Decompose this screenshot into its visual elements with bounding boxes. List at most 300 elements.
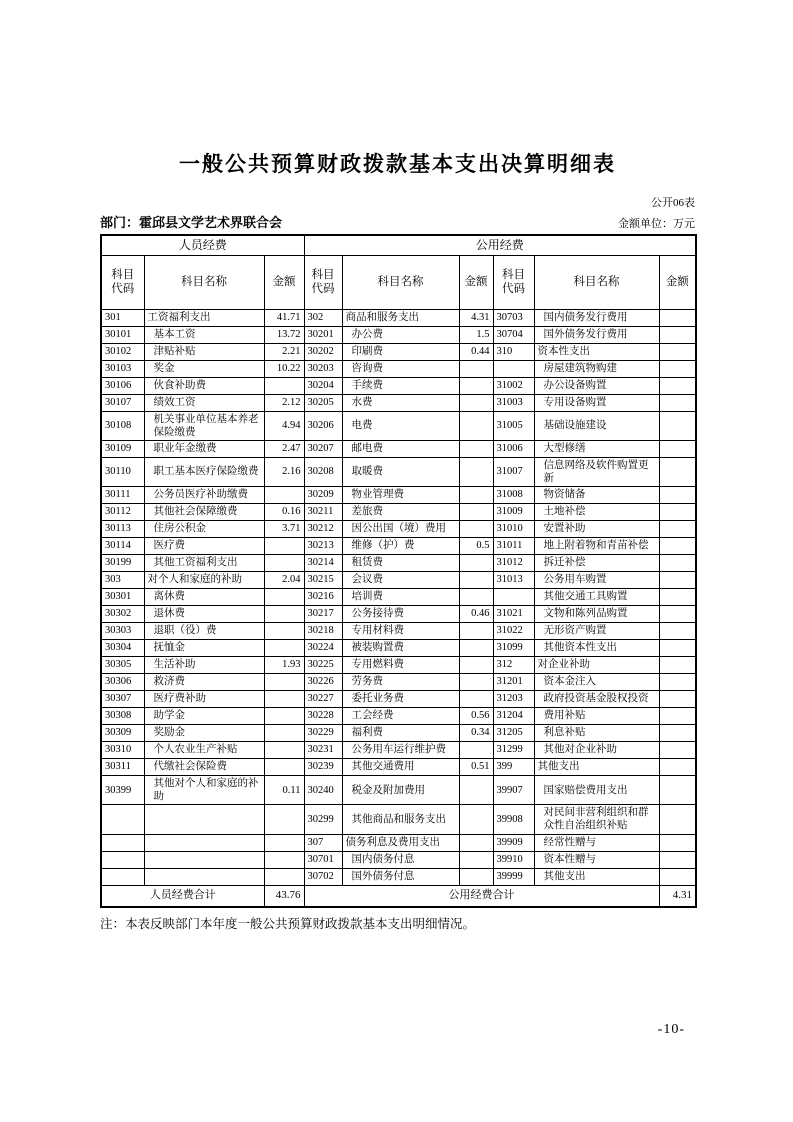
amount-cell	[659, 457, 696, 486]
subject-name-cell: 国内债务发行费用	[534, 309, 659, 326]
amount-cell	[659, 742, 696, 759]
amount-cell	[659, 572, 696, 589]
subject-name-cell	[144, 868, 264, 885]
amount-cell	[459, 521, 493, 538]
subject-code-cell: 30206	[304, 411, 342, 440]
amount-cell	[459, 776, 493, 805]
subject-code-cell: 30205	[304, 394, 342, 411]
table-row	[101, 834, 696, 851]
column-header: 金额	[264, 255, 304, 309]
subject-code-cell: 30202	[304, 343, 342, 360]
subject-name-cell: 助学金	[144, 708, 264, 725]
subject-name-cell: 费用补贴	[534, 708, 659, 725]
subject-code-cell: 30201	[304, 326, 342, 343]
amount-cell	[659, 691, 696, 708]
column-header-row	[101, 255, 696, 309]
subject-code-cell: 30214	[304, 555, 342, 572]
amount-cell	[459, 394, 493, 411]
subject-code-cell: 30209	[304, 487, 342, 504]
amount-cell	[659, 674, 696, 691]
subject-code-cell: 30112	[101, 504, 144, 521]
column-header: 科目代码	[493, 255, 534, 309]
subject-name-cell: 个人农业生产补贴	[144, 742, 264, 759]
amount-cell	[459, 572, 493, 589]
subject-code-cell	[101, 868, 144, 885]
subject-name-cell: 租赁费	[342, 555, 459, 572]
amount-cell	[659, 657, 696, 674]
subject-code-cell: 310	[493, 343, 534, 360]
subject-code-cell	[493, 589, 534, 606]
amount-cell: 0.34	[459, 725, 493, 742]
amount-cell	[264, 538, 304, 555]
subject-code-cell: 30211	[304, 504, 342, 521]
amount-cell	[264, 623, 304, 640]
public-total-amount: 4.31	[659, 885, 696, 907]
subject-name-cell: 因公出国（境）费用	[342, 521, 459, 538]
subject-code-cell: 30113	[101, 521, 144, 538]
subject-name-cell: 安置补助	[534, 521, 659, 538]
amount-cell: 1.5	[459, 326, 493, 343]
subject-code-cell: 31012	[493, 555, 534, 572]
table-row	[101, 868, 696, 885]
subject-name-cell: 福利费	[342, 725, 459, 742]
amount-cell	[659, 725, 696, 742]
subject-name-cell: 其他工资福利支出	[144, 555, 264, 572]
amount-cell: 3.71	[264, 521, 304, 538]
amount-cell	[264, 377, 304, 394]
subject-code-cell: 30231	[304, 742, 342, 759]
amount-cell	[659, 326, 696, 343]
subject-code-cell: 30302	[101, 606, 144, 623]
subject-name-cell: 奖励金	[144, 725, 264, 742]
amount-cell	[659, 623, 696, 640]
subject-code-cell: 31021	[493, 606, 534, 623]
subject-code-cell: 30307	[101, 691, 144, 708]
subject-name-cell: 工会经费	[342, 708, 459, 725]
subject-name-cell: 专用设备购置	[534, 394, 659, 411]
amount-cell	[264, 691, 304, 708]
subject-code-cell: 30306	[101, 674, 144, 691]
subject-name-cell: 抚恤金	[144, 640, 264, 657]
subject-name-cell: 专用燃料费	[342, 657, 459, 674]
table-row	[101, 487, 696, 504]
public-total-label: 公用经费合计	[304, 885, 659, 907]
subject-name-cell: 其他支出	[534, 759, 659, 776]
subject-name-cell: 国外债务付息	[342, 868, 459, 885]
table-row	[101, 776, 696, 805]
table-row	[101, 538, 696, 555]
subject-code-cell: 30102	[101, 343, 144, 360]
subject-code-cell	[101, 851, 144, 868]
amount-cell	[459, 623, 493, 640]
subject-name-cell: 机关事业单位基本养老保险缴费	[144, 411, 264, 440]
amount-cell	[659, 851, 696, 868]
subject-code-cell: 30108	[101, 411, 144, 440]
subject-code-cell: 31007	[493, 457, 534, 486]
amount-cell	[659, 606, 696, 623]
subject-code-cell: 39908	[493, 805, 534, 834]
subject-name-cell: 办公费	[342, 326, 459, 343]
amount-cell	[264, 851, 304, 868]
table-row	[101, 521, 696, 538]
subject-code-cell: 30204	[304, 377, 342, 394]
subject-name-cell: 津贴补贴	[144, 343, 264, 360]
subject-name-cell: 医疗费补助	[144, 691, 264, 708]
amount-cell	[264, 759, 304, 776]
subject-name-cell: 其他商品和服务支出	[342, 805, 459, 834]
budget-table	[100, 234, 697, 908]
subject-name-cell: 文物和陈列品购置	[534, 606, 659, 623]
table-row	[101, 725, 696, 742]
subject-name-cell: 利息补贴	[534, 725, 659, 742]
table-row	[101, 440, 696, 457]
subject-name-cell: 国外债务发行费用	[534, 326, 659, 343]
subject-name-cell: 大型修缮	[534, 440, 659, 457]
subject-name-cell: 差旅费	[342, 504, 459, 521]
subject-name-cell: 培训费	[342, 589, 459, 606]
subject-name-cell: 税金及附加费用	[342, 776, 459, 805]
subject-code-cell: 30399	[101, 776, 144, 805]
subject-code-cell: 31299	[493, 742, 534, 759]
amount-cell	[264, 725, 304, 742]
subject-name-cell: 地上附着物和青苗补偿	[534, 538, 659, 555]
amount-cell	[459, 674, 493, 691]
subject-name-cell: 职业年金缴费	[144, 440, 264, 457]
subject-code-cell: 30208	[304, 457, 342, 486]
subject-code-cell: 307	[304, 834, 342, 851]
subject-code-cell: 31205	[493, 725, 534, 742]
subject-code-cell: 30308	[101, 708, 144, 725]
amount-cell: 2.04	[264, 572, 304, 589]
table-row	[101, 657, 696, 674]
subject-code-cell: 31002	[493, 377, 534, 394]
subject-code-cell: 301	[101, 309, 144, 326]
amount-cell	[264, 555, 304, 572]
subject-code-cell: 303	[101, 572, 144, 589]
subject-name-cell	[144, 834, 264, 851]
subject-code-cell: 30301	[101, 589, 144, 606]
amount-cell: 10.22	[264, 360, 304, 377]
amount-cell	[459, 440, 493, 457]
amount-cell	[264, 487, 304, 504]
amount-cell: 41.71	[264, 309, 304, 326]
amount-cell	[659, 640, 696, 657]
amount-cell: 0.51	[459, 759, 493, 776]
subject-code-cell: 30226	[304, 674, 342, 691]
amount-cell	[659, 521, 696, 538]
group-header-public: 公用经费	[304, 235, 696, 255]
table-row	[101, 411, 696, 440]
amount-cell	[459, 457, 493, 486]
subject-code-cell: 30111	[101, 487, 144, 504]
subject-name-cell: 资本性支出	[534, 343, 659, 360]
subject-name-cell: 维修（护）费	[342, 538, 459, 555]
subject-code-cell: 31013	[493, 572, 534, 589]
subject-code-cell: 30199	[101, 555, 144, 572]
subject-name-cell: 债务利息及费用支出	[342, 834, 459, 851]
subject-code-cell: 31003	[493, 394, 534, 411]
subject-name-cell	[144, 851, 264, 868]
subject-name-cell: 信息网络及软件购置更新	[534, 457, 659, 486]
subject-code-cell: 30310	[101, 742, 144, 759]
subject-code-cell: 30225	[304, 657, 342, 674]
subject-name-cell: 公务用车运行维护费	[342, 742, 459, 759]
subject-name-cell: 国内债务付息	[342, 851, 459, 868]
subject-code-cell: 31022	[493, 623, 534, 640]
subject-code-cell: 30304	[101, 640, 144, 657]
subject-name-cell: 退职（役）费	[144, 623, 264, 640]
subject-name-cell: 其他对个人和家庭的补助	[144, 776, 264, 805]
subject-name-cell: 物资储备	[534, 487, 659, 504]
table-row	[101, 640, 696, 657]
subject-name-cell: 代缴社会保险费	[144, 759, 264, 776]
subject-code-cell: 30218	[304, 623, 342, 640]
table-row	[101, 674, 696, 691]
subject-name-cell: 资本金注入	[534, 674, 659, 691]
amount-cell	[459, 411, 493, 440]
subject-name-cell: 奖金	[144, 360, 264, 377]
subject-name-cell: 印刷费	[342, 343, 459, 360]
column-header: 科目名称	[144, 255, 264, 309]
subject-code-cell: 30240	[304, 776, 342, 805]
subject-code-cell: 30227	[304, 691, 342, 708]
amount-cell	[659, 834, 696, 851]
subject-name-cell: 专用材料费	[342, 623, 459, 640]
subject-name-cell: 委托业务费	[342, 691, 459, 708]
subject-name-cell: 离休费	[144, 589, 264, 606]
amount-cell: 0.44	[459, 343, 493, 360]
amount-cell: 4.94	[264, 411, 304, 440]
table-row	[101, 805, 696, 834]
department-name: 霍邱县文学艺术界联合会	[139, 215, 283, 230]
subject-name-cell: 公务接待费	[342, 606, 459, 623]
subject-name-cell: 经常性赠与	[534, 834, 659, 851]
subject-name-cell: 其他交通工具购置	[534, 589, 659, 606]
table-row	[101, 851, 696, 868]
personnel-total-amount: 43.76	[264, 885, 304, 907]
amount-cell	[264, 674, 304, 691]
amount-cell	[659, 343, 696, 360]
amount-cell	[264, 640, 304, 657]
amount-cell	[264, 805, 304, 834]
subject-code-cell: 30101	[101, 326, 144, 343]
amount-cell	[459, 360, 493, 377]
amount-cell	[459, 640, 493, 657]
subject-name-cell: 国家赔偿费用支出	[534, 776, 659, 805]
subject-name-cell: 其他社会保障缴费	[144, 504, 264, 521]
subject-name-cell: 救济费	[144, 674, 264, 691]
amount-cell	[659, 589, 696, 606]
subject-code-cell: 31099	[493, 640, 534, 657]
subject-name-cell: 医疗费	[144, 538, 264, 555]
subject-name-cell: 对个人和家庭的补助	[144, 572, 264, 589]
amount-cell	[659, 309, 696, 326]
subject-code-cell: 30309	[101, 725, 144, 742]
subject-name-cell: 土地补偿	[534, 504, 659, 521]
subject-code-cell: 39909	[493, 834, 534, 851]
amount-cell	[264, 708, 304, 725]
amount-cell	[459, 834, 493, 851]
subject-name-cell: 其他支出	[534, 868, 659, 885]
subject-code-cell: 30203	[304, 360, 342, 377]
subject-name-cell	[144, 805, 264, 834]
subject-code-cell: 30305	[101, 657, 144, 674]
amount-cell: 13.72	[264, 326, 304, 343]
amount-cell: 0.56	[459, 708, 493, 725]
amount-cell: 1.93	[264, 657, 304, 674]
amount-cell	[659, 504, 696, 521]
subject-name-cell: 工资福利支出	[144, 309, 264, 326]
amount-cell	[659, 394, 696, 411]
personnel-total-label: 人员经费合计	[101, 885, 264, 907]
amount-cell: 0.46	[459, 606, 493, 623]
subject-code-cell: 30224	[304, 640, 342, 657]
subject-name-cell: 生活补助	[144, 657, 264, 674]
column-header: 金额	[459, 255, 493, 309]
subject-name-cell: 会议费	[342, 572, 459, 589]
amount-cell	[659, 411, 696, 440]
amount-cell: 4.31	[459, 309, 493, 326]
subject-name-cell: 房屋建筑物购建	[534, 360, 659, 377]
subject-code-cell: 39910	[493, 851, 534, 868]
amount-cell	[264, 868, 304, 885]
page-number: -10-	[657, 1022, 685, 1037]
amount-cell: 0.16	[264, 504, 304, 521]
unit-label: 金额单位：万元	[618, 218, 695, 230]
subject-name-cell: 咨询费	[342, 360, 459, 377]
subject-code-cell: 31009	[493, 504, 534, 521]
table-row	[101, 555, 696, 572]
table-row	[101, 504, 696, 521]
subject-name-cell: 对民间非营利组织和群众性自治组织补贴	[534, 805, 659, 834]
column-header: 科目代码	[101, 255, 144, 309]
subject-name-cell: 办公设备购置	[534, 377, 659, 394]
table-row	[101, 572, 696, 589]
amount-cell	[459, 868, 493, 885]
table-row	[101, 606, 696, 623]
subject-code-cell: 30107	[101, 394, 144, 411]
subject-code-cell	[101, 805, 144, 834]
amount-cell: 0.11	[264, 776, 304, 805]
subject-name-cell: 资本性赠与	[534, 851, 659, 868]
subject-code-cell: 39999	[493, 868, 534, 885]
subject-code-cell: 30299	[304, 805, 342, 834]
subject-code-cell: 30207	[304, 440, 342, 457]
subject-code-cell: 31006	[493, 440, 534, 457]
subject-name-cell: 其他交通费用	[342, 759, 459, 776]
amount-cell: 2.12	[264, 394, 304, 411]
subject-code-cell	[493, 360, 534, 377]
amount-cell	[659, 868, 696, 885]
subject-name-cell: 物业管理费	[342, 487, 459, 504]
column-header: 科目名称	[342, 255, 459, 309]
amount-cell	[659, 377, 696, 394]
subject-name-cell: 住房公积金	[144, 521, 264, 538]
subject-code-cell: 30703	[493, 309, 534, 326]
subject-code-cell: 31011	[493, 538, 534, 555]
subject-name-cell: 公务员医疗补助缴费	[144, 487, 264, 504]
table-row	[101, 708, 696, 725]
amount-cell	[659, 360, 696, 377]
amount-cell: 0.5	[459, 538, 493, 555]
subject-code-cell: 312	[493, 657, 534, 674]
group-header-personnel: 人员经费	[101, 235, 304, 255]
amount-cell	[659, 440, 696, 457]
table-row	[101, 394, 696, 411]
amount-cell	[459, 657, 493, 674]
subject-name-cell: 被装购置费	[342, 640, 459, 657]
subject-code-cell: 30704	[493, 326, 534, 343]
table-row	[101, 377, 696, 394]
amount-cell	[459, 377, 493, 394]
footnote: 注：本表反映部门本年度一般公共预算财政拨款基本支出明细情况。	[100, 917, 476, 931]
amount-cell	[264, 834, 304, 851]
subject-name-cell: 邮电费	[342, 440, 459, 457]
subject-name-cell: 无形资产购置	[534, 623, 659, 640]
subject-code-cell: 31010	[493, 521, 534, 538]
subject-code-cell: 30701	[304, 851, 342, 868]
subject-code-cell: 30311	[101, 759, 144, 776]
subject-code-cell: 30702	[304, 868, 342, 885]
amount-cell	[459, 805, 493, 834]
subject-code-cell: 30103	[101, 360, 144, 377]
subject-name-cell: 基础设施建设	[534, 411, 659, 440]
subject-name-cell: 手续费	[342, 377, 459, 394]
group-header-row	[101, 235, 696, 255]
amount-cell	[459, 487, 493, 504]
table-row	[101, 623, 696, 640]
table-row	[101, 343, 696, 360]
amount-cell	[659, 805, 696, 834]
subject-name-cell: 伙食补助费	[144, 377, 264, 394]
amount-cell	[264, 589, 304, 606]
subject-code-cell: 39907	[493, 776, 534, 805]
subject-code-cell: 31008	[493, 487, 534, 504]
subject-code-cell: 30110	[101, 457, 144, 486]
totals-row	[101, 885, 696, 907]
amount-cell	[459, 589, 493, 606]
subject-code-cell: 31005	[493, 411, 534, 440]
amount-cell	[459, 504, 493, 521]
department-label: 部门：	[100, 215, 140, 230]
amount-cell	[459, 691, 493, 708]
subject-name-cell: 退休费	[144, 606, 264, 623]
subject-name-cell: 电费	[342, 411, 459, 440]
subject-name-cell: 商品和服务支出	[342, 309, 459, 326]
subject-code-cell: 31203	[493, 691, 534, 708]
table-row	[101, 691, 696, 708]
subject-name-cell: 职工基本医疗保险缴费	[144, 457, 264, 486]
amount-cell	[264, 742, 304, 759]
amount-cell: 2.47	[264, 440, 304, 457]
subject-code-cell: 31204	[493, 708, 534, 725]
amount-cell	[459, 742, 493, 759]
table-row	[101, 326, 696, 343]
subject-name-cell: 水费	[342, 394, 459, 411]
amount-cell: 2.16	[264, 457, 304, 486]
table-row	[101, 589, 696, 606]
amount-cell	[264, 606, 304, 623]
meta-row	[100, 212, 695, 231]
subject-name-cell: 拆迁补偿	[534, 555, 659, 572]
subject-code-cell: 399	[493, 759, 534, 776]
subject-name-cell: 其他资本性支出	[534, 640, 659, 657]
subject-name-cell: 公务用车购置	[534, 572, 659, 589]
amount-cell	[459, 851, 493, 868]
table-row	[101, 742, 696, 759]
amount-cell	[659, 487, 696, 504]
subject-code-cell: 30216	[304, 589, 342, 606]
